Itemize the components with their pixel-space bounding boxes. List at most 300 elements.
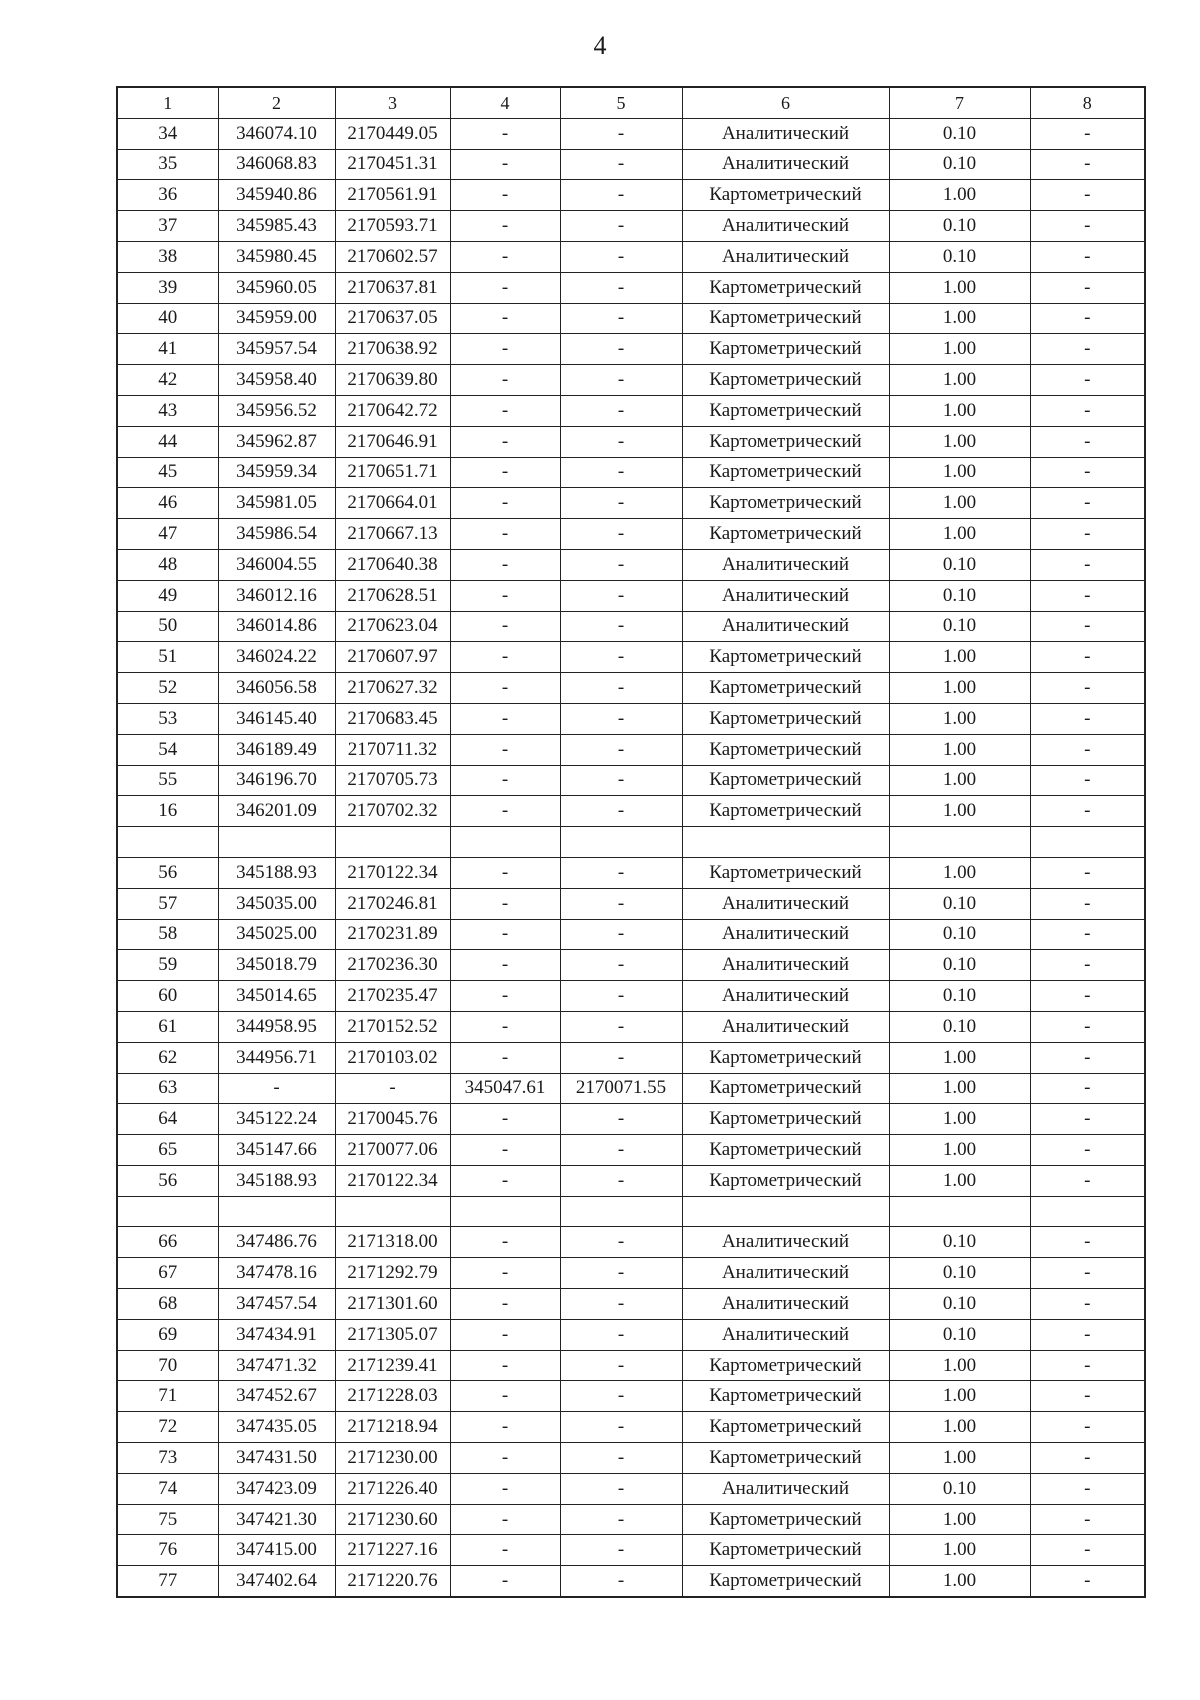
y-coordinate-cell: 2170705.73 — [335, 765, 450, 796]
accuracy-cell: 1.00 — [889, 1535, 1030, 1566]
y-coordinate-cell: 2170593.71 — [335, 211, 450, 242]
y-coordinate-cell: 2170602.57 — [335, 241, 450, 272]
y-new-coordinate-cell: - — [560, 1289, 682, 1320]
y-new-coordinate-cell — [560, 827, 682, 858]
x-coordinate-cell: - — [218, 1073, 335, 1104]
accuracy-cell: 1.00 — [889, 703, 1030, 734]
x-coordinate-cell: 346074.10 — [218, 118, 335, 149]
point-number-cell: 36 — [117, 180, 218, 211]
note-cell — [1030, 1196, 1145, 1227]
x-new-coordinate-cell — [450, 827, 560, 858]
accuracy-cell: 0.10 — [889, 149, 1030, 180]
method-cell: Картометрический — [682, 303, 889, 334]
note-cell: - — [1030, 149, 1145, 180]
y-coordinate-cell: 2171230.00 — [335, 1443, 450, 1474]
y-coordinate-cell: 2170642.72 — [335, 395, 450, 426]
x-new-coordinate-cell: - — [450, 457, 560, 488]
y-new-coordinate-cell: - — [560, 1443, 682, 1474]
accuracy-cell: 1.00 — [889, 180, 1030, 211]
table-row — [117, 1227, 1145, 1258]
y-coordinate-cell: 2171305.07 — [335, 1319, 450, 1350]
x-coordinate-cell: 345981.05 — [218, 488, 335, 519]
x-coordinate-cell: 347471.32 — [218, 1350, 335, 1381]
accuracy-cell: 1.00 — [889, 1073, 1030, 1104]
point-number-cell: 76 — [117, 1535, 218, 1566]
note-cell: - — [1030, 1011, 1145, 1042]
note-cell: - — [1030, 1319, 1145, 1350]
point-number-cell: 57 — [117, 888, 218, 919]
point-number-cell: 46 — [117, 488, 218, 519]
x-new-coordinate-cell: - — [450, 703, 560, 734]
y-coordinate-cell: 2170077.06 — [335, 1135, 450, 1166]
point-number-cell: 67 — [117, 1258, 218, 1289]
x-new-coordinate-cell: - — [450, 1289, 560, 1320]
accuracy-cell: 0.10 — [889, 1258, 1030, 1289]
note-cell: - — [1030, 426, 1145, 457]
x-new-coordinate-cell: - — [450, 395, 560, 426]
note-cell: - — [1030, 180, 1145, 211]
x-coordinate-cell: 345959.00 — [218, 303, 335, 334]
y-new-coordinate-cell: - — [560, 395, 682, 426]
column-header: 3 — [335, 87, 450, 118]
x-coordinate-cell: 344956.71 — [218, 1042, 335, 1073]
table-row — [117, 765, 1145, 796]
x-new-coordinate-cell: - — [450, 1535, 560, 1566]
x-coordinate-cell: 345025.00 — [218, 919, 335, 950]
x-coordinate-cell: 345960.05 — [218, 272, 335, 303]
y-coordinate-cell: 2171218.94 — [335, 1412, 450, 1443]
table-row — [117, 1042, 1145, 1073]
table-row — [117, 950, 1145, 981]
method-cell: Аналитический — [682, 241, 889, 272]
x-coordinate-cell: 346201.09 — [218, 796, 335, 827]
column-header: 5 — [560, 87, 682, 118]
x-coordinate-cell: 345188.93 — [218, 1165, 335, 1196]
y-new-coordinate-cell: - — [560, 365, 682, 396]
accuracy-cell: 1.00 — [889, 426, 1030, 457]
x-new-coordinate-cell: - — [450, 1227, 560, 1258]
y-new-coordinate-cell: - — [560, 1535, 682, 1566]
y-new-coordinate-cell: - — [560, 519, 682, 550]
table-row — [117, 272, 1145, 303]
x-new-coordinate-cell: - — [450, 1350, 560, 1381]
accuracy-cell: 1.00 — [889, 765, 1030, 796]
x-new-coordinate-cell: - — [450, 149, 560, 180]
note-cell: - — [1030, 1473, 1145, 1504]
table-row — [117, 1104, 1145, 1135]
method-cell: Картометрический — [682, 1042, 889, 1073]
method-cell: Аналитический — [682, 1227, 889, 1258]
note-cell: - — [1030, 1227, 1145, 1258]
point-number-cell: 54 — [117, 734, 218, 765]
table-row — [117, 673, 1145, 704]
y-coordinate-cell: 2170623.04 — [335, 611, 450, 642]
x-coordinate-cell: 345980.45 — [218, 241, 335, 272]
y-new-coordinate-cell: - — [560, 488, 682, 519]
table-row — [117, 734, 1145, 765]
x-new-coordinate-cell: - — [450, 1504, 560, 1535]
y-new-coordinate-cell: - — [560, 919, 682, 950]
accuracy-cell: 0.10 — [889, 950, 1030, 981]
point-number-cell: 53 — [117, 703, 218, 734]
y-new-coordinate-cell: - — [560, 1566, 682, 1597]
table-row — [117, 211, 1145, 242]
note-cell: - — [1030, 457, 1145, 488]
y-coordinate-cell: 2171220.76 — [335, 1566, 450, 1597]
x-coordinate-cell: 344958.95 — [218, 1011, 335, 1042]
x-coordinate-cell: 346068.83 — [218, 149, 335, 180]
accuracy-cell: 0.10 — [889, 241, 1030, 272]
accuracy-cell: 1.00 — [889, 1042, 1030, 1073]
x-coordinate-cell: 347435.05 — [218, 1412, 335, 1443]
y-coordinate-cell: 2170235.47 — [335, 981, 450, 1012]
table-row — [117, 1289, 1145, 1320]
y-new-coordinate-cell: - — [560, 703, 682, 734]
accuracy-cell: 1.00 — [889, 457, 1030, 488]
y-coordinate-cell: 2171318.00 — [335, 1227, 450, 1258]
x-coordinate-cell: 347402.64 — [218, 1566, 335, 1597]
method-cell: Картометрический — [682, 272, 889, 303]
x-new-coordinate-cell: - — [450, 950, 560, 981]
x-new-coordinate-cell: - — [450, 180, 560, 211]
method-cell: Картометрический — [682, 1412, 889, 1443]
point-number-cell: 72 — [117, 1412, 218, 1443]
x-new-coordinate-cell: - — [450, 888, 560, 919]
point-number-cell: 41 — [117, 334, 218, 365]
y-coordinate-cell: 2170702.32 — [335, 796, 450, 827]
y-new-coordinate-cell: - — [560, 457, 682, 488]
y-new-coordinate-cell: - — [560, 272, 682, 303]
note-cell: - — [1030, 365, 1145, 396]
x-new-coordinate-cell: - — [450, 1412, 560, 1443]
table-row — [117, 642, 1145, 673]
x-new-coordinate-cell: - — [450, 611, 560, 642]
table-row — [117, 1504, 1145, 1535]
point-number-cell: 71 — [117, 1381, 218, 1412]
table-row — [117, 580, 1145, 611]
method-cell: Картометрический — [682, 426, 889, 457]
point-number-cell: 50 — [117, 611, 218, 642]
table-row — [117, 457, 1145, 488]
y-new-coordinate-cell: - — [560, 1011, 682, 1042]
note-cell: - — [1030, 1412, 1145, 1443]
y-coordinate-cell: 2171228.03 — [335, 1381, 450, 1412]
y-coordinate-cell: 2170122.34 — [335, 857, 450, 888]
y-coordinate-cell: 2170627.32 — [335, 673, 450, 704]
table-row — [117, 118, 1145, 149]
x-new-coordinate-cell: - — [450, 488, 560, 519]
table-row — [117, 1135, 1145, 1166]
y-new-coordinate-cell: - — [560, 241, 682, 272]
point-number-cell: 43 — [117, 395, 218, 426]
x-new-coordinate-cell: - — [450, 118, 560, 149]
accuracy-cell: 1.00 — [889, 1135, 1030, 1166]
point-number-cell: 44 — [117, 426, 218, 457]
x-new-coordinate-cell: - — [450, 1566, 560, 1597]
x-coordinate-cell: 347478.16 — [218, 1258, 335, 1289]
note-cell: - — [1030, 1258, 1145, 1289]
table-row — [117, 149, 1145, 180]
x-coordinate-cell: 345014.65 — [218, 981, 335, 1012]
column-header: 4 — [450, 87, 560, 118]
method-cell: Картометрический — [682, 519, 889, 550]
table-row — [117, 1566, 1145, 1597]
y-new-coordinate-cell: - — [560, 1165, 682, 1196]
y-new-coordinate-cell: - — [560, 888, 682, 919]
point-number-cell: 73 — [117, 1443, 218, 1474]
note-cell: - — [1030, 1535, 1145, 1566]
point-number-cell: 47 — [117, 519, 218, 550]
point-number-cell: 16 — [117, 796, 218, 827]
accuracy-cell: 1.00 — [889, 1412, 1030, 1443]
note-cell: - — [1030, 919, 1145, 950]
x-coordinate-cell — [218, 1196, 335, 1227]
note-cell: - — [1030, 272, 1145, 303]
y-coordinate-cell: 2170628.51 — [335, 580, 450, 611]
accuracy-cell: 0.10 — [889, 888, 1030, 919]
accuracy-cell: 0.10 — [889, 211, 1030, 242]
y-new-coordinate-cell: - — [560, 1381, 682, 1412]
x-new-coordinate-cell: - — [450, 241, 560, 272]
point-number-cell: 42 — [117, 365, 218, 396]
method-cell: Аналитический — [682, 580, 889, 611]
table-row — [117, 1196, 1145, 1227]
note-cell: - — [1030, 1350, 1145, 1381]
note-cell: - — [1030, 118, 1145, 149]
note-cell: - — [1030, 211, 1145, 242]
y-new-coordinate-cell: - — [560, 673, 682, 704]
accuracy-cell: 0.10 — [889, 1473, 1030, 1504]
x-new-coordinate-cell: - — [450, 642, 560, 673]
point-number-cell: 48 — [117, 549, 218, 580]
y-coordinate-cell: 2170646.91 — [335, 426, 450, 457]
table-row — [117, 1412, 1145, 1443]
x-coordinate-cell: 345958.40 — [218, 365, 335, 396]
point-number-cell: 66 — [117, 1227, 218, 1258]
table-row — [117, 1381, 1145, 1412]
y-coordinate-cell: 2170640.38 — [335, 549, 450, 580]
x-new-coordinate-cell: - — [450, 765, 560, 796]
method-cell: Аналитический — [682, 118, 889, 149]
x-new-coordinate-cell: - — [450, 211, 560, 242]
table-row — [117, 549, 1145, 580]
x-coordinate-cell: 345147.66 — [218, 1135, 335, 1166]
x-coordinate-cell: 346012.16 — [218, 580, 335, 611]
accuracy-cell: 1.00 — [889, 1165, 1030, 1196]
x-new-coordinate-cell: - — [450, 1381, 560, 1412]
y-new-coordinate-cell: 2170071.55 — [560, 1073, 682, 1104]
y-new-coordinate-cell: - — [560, 1104, 682, 1135]
x-new-coordinate-cell: - — [450, 919, 560, 950]
accuracy-cell: 1.00 — [889, 488, 1030, 519]
point-number-cell: 37 — [117, 211, 218, 242]
y-coordinate-cell: 2170231.89 — [335, 919, 450, 950]
method-cell: Картометрический — [682, 365, 889, 396]
note-cell: - — [1030, 395, 1145, 426]
x-coordinate-cell: 346024.22 — [218, 642, 335, 673]
x-coordinate-cell: 346196.70 — [218, 765, 335, 796]
table-row — [117, 365, 1145, 396]
y-new-coordinate-cell: - — [560, 1319, 682, 1350]
table-row — [117, 827, 1145, 858]
note-cell: - — [1030, 1165, 1145, 1196]
x-coordinate-cell: 346189.49 — [218, 734, 335, 765]
y-coordinate-cell: 2171226.40 — [335, 1473, 450, 1504]
method-cell: Картометрический — [682, 1135, 889, 1166]
y-coordinate-cell: 2170607.97 — [335, 642, 450, 673]
point-number-cell: 59 — [117, 950, 218, 981]
method-cell: Картометрический — [682, 180, 889, 211]
x-new-coordinate-cell: - — [450, 1258, 560, 1289]
accuracy-cell: 1.00 — [889, 272, 1030, 303]
table-row — [117, 180, 1145, 211]
method-cell: Картометрический — [682, 642, 889, 673]
accuracy-cell: 1.00 — [889, 334, 1030, 365]
y-new-coordinate-cell: - — [560, 1412, 682, 1443]
point-number-cell: 60 — [117, 981, 218, 1012]
y-coordinate-cell: 2170103.02 — [335, 1042, 450, 1073]
y-coordinate-cell: 2170449.05 — [335, 118, 450, 149]
accuracy-cell: 0.10 — [889, 611, 1030, 642]
point-number-cell: 69 — [117, 1319, 218, 1350]
x-new-coordinate-cell: - — [450, 857, 560, 888]
table-row — [117, 857, 1145, 888]
method-cell: Картометрический — [682, 703, 889, 734]
note-cell: - — [1030, 981, 1145, 1012]
point-number-cell: 62 — [117, 1042, 218, 1073]
x-coordinate-cell: 347423.09 — [218, 1473, 335, 1504]
note-cell: - — [1030, 580, 1145, 611]
method-cell: Аналитический — [682, 611, 889, 642]
x-new-coordinate-cell — [450, 1196, 560, 1227]
point-number-cell: 63 — [117, 1073, 218, 1104]
accuracy-cell: 1.00 — [889, 734, 1030, 765]
x-coordinate-cell: 345018.79 — [218, 950, 335, 981]
method-cell: Аналитический — [682, 1319, 889, 1350]
method-cell: Аналитический — [682, 950, 889, 981]
accuracy-cell: 1.00 — [889, 519, 1030, 550]
y-new-coordinate-cell: - — [560, 211, 682, 242]
y-coordinate-cell: - — [335, 1073, 450, 1104]
note-cell: - — [1030, 1443, 1145, 1474]
point-number-cell: 56 — [117, 857, 218, 888]
table-row — [117, 426, 1145, 457]
y-new-coordinate-cell: - — [560, 734, 682, 765]
note-cell: - — [1030, 241, 1145, 272]
note-cell: - — [1030, 1042, 1145, 1073]
method-cell: Картометрический — [682, 765, 889, 796]
y-coordinate-cell: 2170246.81 — [335, 888, 450, 919]
y-coordinate-cell: 2170152.52 — [335, 1011, 450, 1042]
y-coordinate-cell: 2170638.92 — [335, 334, 450, 365]
accuracy-cell: 0.10 — [889, 1227, 1030, 1258]
y-coordinate-cell: 2170637.05 — [335, 303, 450, 334]
x-new-coordinate-cell: - — [450, 981, 560, 1012]
accuracy-cell: 1.00 — [889, 1350, 1030, 1381]
accuracy-cell: 1.00 — [889, 1504, 1030, 1535]
y-new-coordinate-cell: - — [560, 303, 682, 334]
method-cell: Картометрический — [682, 1165, 889, 1196]
note-cell: - — [1030, 857, 1145, 888]
x-coordinate-cell: 347452.67 — [218, 1381, 335, 1412]
note-cell: - — [1030, 642, 1145, 673]
accuracy-cell: 1.00 — [889, 1566, 1030, 1597]
y-new-coordinate-cell: - — [560, 1227, 682, 1258]
table-row — [117, 395, 1145, 426]
table-row — [117, 919, 1145, 950]
y-coordinate-cell: 2170122.34 — [335, 1165, 450, 1196]
x-new-coordinate-cell: - — [450, 1319, 560, 1350]
x-coordinate-cell: 346145.40 — [218, 703, 335, 734]
y-new-coordinate-cell: - — [560, 1042, 682, 1073]
method-cell: Картометрический — [682, 1073, 889, 1104]
method-cell: Картометрический — [682, 1566, 889, 1597]
accuracy-cell: 0.10 — [889, 1319, 1030, 1350]
x-coordinate-cell: 347434.91 — [218, 1319, 335, 1350]
table-row — [117, 1319, 1145, 1350]
x-coordinate-cell: 345940.86 — [218, 180, 335, 211]
accuracy-cell: 1.00 — [889, 857, 1030, 888]
y-new-coordinate-cell: - — [560, 180, 682, 211]
coordinates-table — [116, 86, 1146, 1598]
method-cell: Аналитический — [682, 919, 889, 950]
x-new-coordinate-cell: - — [450, 1473, 560, 1504]
y-new-coordinate-cell: - — [560, 426, 682, 457]
table-row — [117, 981, 1145, 1012]
accuracy-cell: 1.00 — [889, 395, 1030, 426]
note-cell: - — [1030, 1504, 1145, 1535]
method-cell: Картометрический — [682, 1350, 889, 1381]
y-new-coordinate-cell: - — [560, 796, 682, 827]
point-number-cell: 64 — [117, 1104, 218, 1135]
accuracy-cell: 0.10 — [889, 118, 1030, 149]
column-header: 8 — [1030, 87, 1145, 118]
method-cell: Аналитический — [682, 981, 889, 1012]
table-row — [117, 1535, 1145, 1566]
accuracy-cell: 0.10 — [889, 1289, 1030, 1320]
accuracy-cell: 1.00 — [889, 1443, 1030, 1474]
y-coordinate-cell — [335, 827, 450, 858]
note-cell: - — [1030, 1104, 1145, 1135]
y-coordinate-cell: 2170236.30 — [335, 950, 450, 981]
method-cell: Картометрический — [682, 1504, 889, 1535]
method-cell: Картометрический — [682, 1104, 889, 1135]
x-coordinate-cell: 347421.30 — [218, 1504, 335, 1535]
note-cell: - — [1030, 796, 1145, 827]
y-new-coordinate-cell: - — [560, 580, 682, 611]
y-coordinate-cell: 2170637.81 — [335, 272, 450, 303]
y-coordinate-cell: 2170711.32 — [335, 734, 450, 765]
y-new-coordinate-cell: - — [560, 857, 682, 888]
y-new-coordinate-cell: - — [560, 642, 682, 673]
table-row — [117, 1258, 1145, 1289]
table-row — [117, 334, 1145, 365]
y-coordinate-cell: 2171239.41 — [335, 1350, 450, 1381]
accuracy-cell: 0.10 — [889, 580, 1030, 611]
note-cell: - — [1030, 611, 1145, 642]
point-number-cell: 70 — [117, 1350, 218, 1381]
table-row — [117, 888, 1145, 919]
method-cell: Аналитический — [682, 211, 889, 242]
y-coordinate-cell: 2170451.31 — [335, 149, 450, 180]
point-number-cell: 45 — [117, 457, 218, 488]
y-coordinate-cell: 2170664.01 — [335, 488, 450, 519]
x-new-coordinate-cell: - — [450, 519, 560, 550]
table-row — [117, 796, 1145, 827]
method-cell: Картометрический — [682, 1443, 889, 1474]
x-coordinate-cell: 345122.24 — [218, 1104, 335, 1135]
y-coordinate-cell: 2170683.45 — [335, 703, 450, 734]
